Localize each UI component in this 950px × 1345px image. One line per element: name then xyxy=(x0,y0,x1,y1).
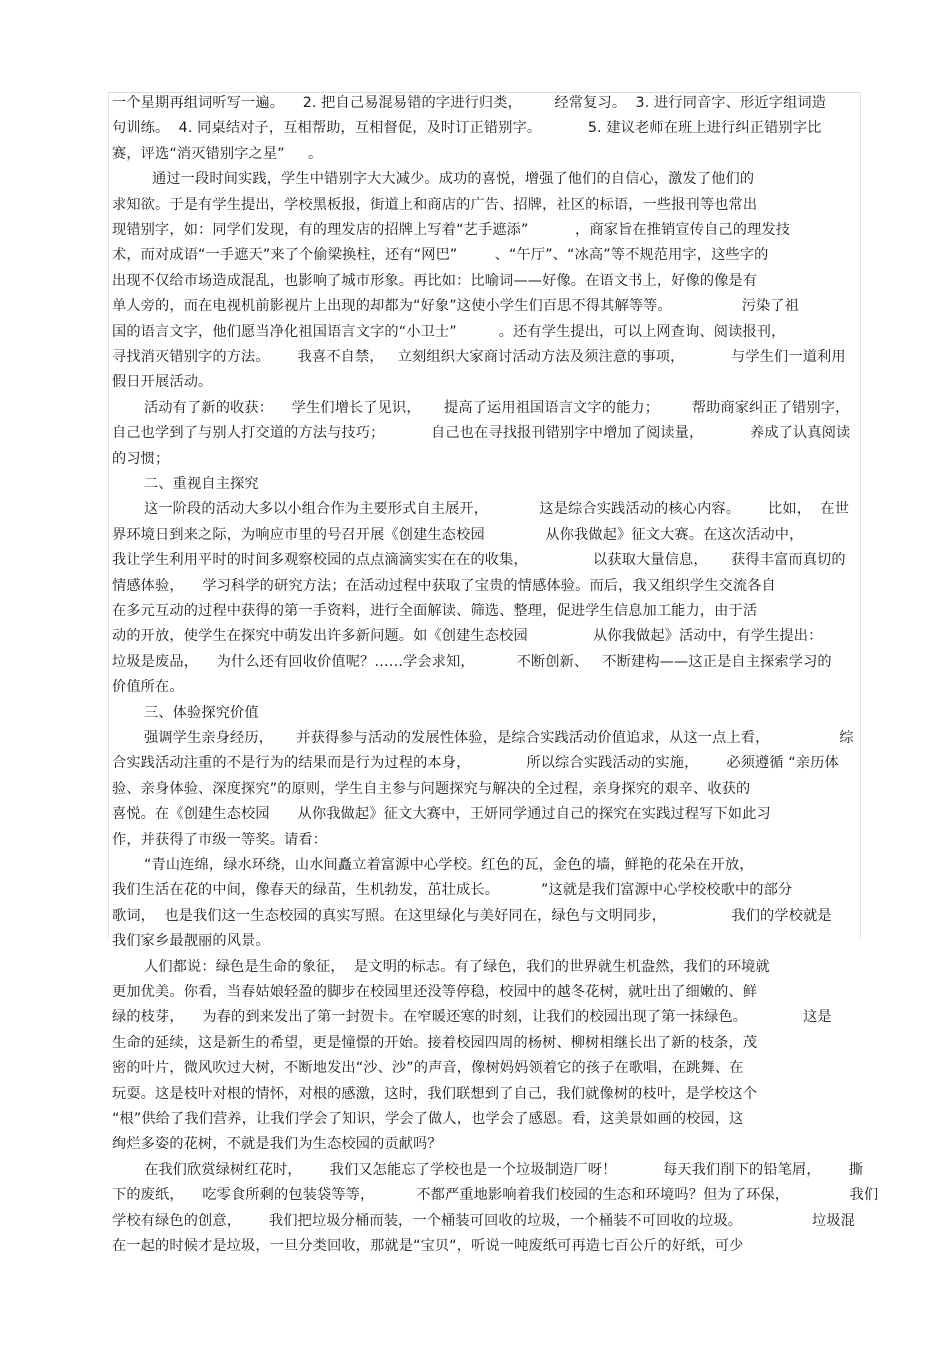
text-line: 的习惯； xyxy=(112,450,170,467)
text-line: 自己也学到了与别人打交道的方法与技巧； 自己也在寻找报刊错别字中增加了阅读量， 养成了认真阅读 xyxy=(112,425,851,442)
text-line: 喜悦。在《创建生态校园 从你我做起》征文大赛中，王妍同学通过自己的探究在实践过程写下如此习 xyxy=(112,806,771,823)
text-line: 我们家乡最靓丽的风景。 xyxy=(112,933,270,950)
text-line: 垃圾是废品， 为什么还有回收价值呢？……学会求知， 不断创新、 不断建构——这正是自主探索学习的 xyxy=(112,653,832,670)
text-line: 一个星期再组词听写一遍。 2. 把自己易混易错的字进行归类， 经常复习。 3. 进行同音字、形近字组词造 xyxy=(112,95,827,111)
text-line: 寻找消灭错别字的方法。 我喜不自禁， 立刻组织大家商讨活动方法及须注意的事项， 与学生们一道利用 xyxy=(112,349,846,365)
text-line: 学校有绿色的创意， 我们把垃圾分桶而装，一个桶装可回收的垃圾，一个桶装不可回收的垃圾。 垃圾混 xyxy=(112,1212,856,1229)
text-line: 术，而对成语“一手遮天”来了个偷梁换柱，还有“网巴” 、“午厅”、“冰高”等不规范用字，这些字的 xyxy=(112,247,769,264)
text-line: 出现不仅给市场造成混乱，也影响了城市形象。再比如：比喻词——好像。在语文书上，好像的像是有 xyxy=(112,272,758,289)
text-line: 现错别字，如：同学们发现，有的理发店的招牌上写着“艺手遮添” ，商家旨在推销宣传自己的理发技 xyxy=(112,222,791,238)
text-line: 人们都说：绿色是生命的象征， 是文明的标志。有了绿色，我们的世界就生机盎然，我们的环境就 xyxy=(144,958,770,975)
text-line: 歌词， 也是我们这一生态校园的真实写照。在这里绿化与美好同在，绿色与文明同步， 我们的学校就是 xyxy=(112,907,832,924)
text-line: 作，并获得了市级一等奖。请看： xyxy=(112,831,328,848)
left-border-line xyxy=(108,92,109,938)
text-line: 活动有了新的收获： 学生们增长了见识， 提高了运用祖国语言文字的能力； 帮助商家纠正了错别字， xyxy=(144,399,850,416)
text-line: 合实践活动注重的不是行为的结果而是行为过程的本身， 所以综合实践活动的实施， 必须遵循 “亲历体 xyxy=(112,755,839,772)
text-line: 情感体验， 学习科学的研究方法；在活动过程中获取了宝贵的情感体验。而后，我又组织学生交流各自 xyxy=(112,577,776,594)
text-line: 绿的枝芽， 为春的到来发出了第一封贺卡。在窄暖还寒的时刻，让我们的校园出现了第一抹绿色。 这是 xyxy=(112,1009,832,1026)
text-line: 单人旁的，而在电视机前影视片上出现的却都为“好象”这使小学生们百思不得其解等等。 污染了祖 xyxy=(112,298,800,315)
text-line: 赛，评选“消灭错别字之星” 。 xyxy=(112,145,323,162)
text-line: 二、重视自主探究 xyxy=(144,476,259,492)
text-line: 下的废纸， 吃零食所剩的包装袋等等， 不都严重地影响着我们校园的生态和环境吗？但为了环保， 我们 xyxy=(112,1187,879,1204)
text-line: 更加优美。你看，当春姑娘轻盈的脚步在校园里还没等停稳，校园中的越冬花树，就吐出了细嫩的、鲜 xyxy=(112,984,758,1000)
text-line: 玩耍。这是枝叶对根的情怀，对根的感激，这时，我们联想到了自己，我们就像树的枝叶，是学校这个 xyxy=(112,1085,758,1102)
text-line: 在多元互动的过程中获得的第一手资料，进行全面解读、筛选、整理，促进学生信息加工能力，由于活 xyxy=(112,603,758,619)
text-line: 假日开展活动。 xyxy=(112,374,213,391)
text-line: “根”供给了我们营养，让我们学会了知识，学会了做人，也学会了感恩。看，这美景如画的校园，这 xyxy=(112,1111,744,1127)
text-line: 我们生活在花的中间，像春天的绿苗，生机勃发，茁壮成长。 ”这就是我们富源中心学校校歌中的部分 xyxy=(112,882,793,899)
text-line: 绚烂多姿的花树，不就是我们为生态校园的贡献吗？ xyxy=(112,1136,442,1153)
text-line: 在我们欣赏绿树红花时， 我们又怎能忘了学校也是一个垃圾制造厂呀！ 每天我们削下的铅笔屑， 撕 xyxy=(144,1161,864,1178)
text-line: 密的叶片，微风吹过大树，不断地发出“沙、沙”的声音，像树妈妈领着它的孩子在歌唱，在跳舞、在 xyxy=(112,1060,744,1077)
text-line: 价值所在。 xyxy=(112,679,184,696)
text-line: 通过一段时间实践，学生中错别字大大减少。成功的喜悦，增强了他们的自信心，激发了他们的 xyxy=(152,171,755,188)
text-line: 我让学生利用平时的时间多观察校园的点点滴滴实实在在的收集， 以获取大量信息， 获得丰富而真切的 xyxy=(112,552,846,569)
text-line: 国的语言文字，他们愿当净化祖国语言文字的“小卫士” 。还有学生提出，可以上网查询、阅读报刊， xyxy=(112,323,786,340)
right-border-line xyxy=(860,92,861,938)
text-line: 三、体验探究价值 xyxy=(144,704,259,721)
text-line: 在一起的时候才是垃圾，一旦分类回收，那就是“宝贝“，听说一吨废纸可再造七百公斤的好纸，可少 xyxy=(112,1238,744,1254)
text-line: 强调学生亲身经历， 并获得参与活动的发展性体验，是综合实践活动价值追求，从这一点上看， 综 xyxy=(144,730,854,746)
text-line: 界环境日到来之际，为响应市里的号召开展《创建生态校园 从你我做起》征文大赛。在这次活动中， xyxy=(112,526,804,543)
text-line: 验、亲身体验、深度探究”的原则，学生自主参与问题探究与解决的全过程，亲身探究的艰辛、收获的 xyxy=(112,780,751,797)
text-line: 句训练。 4. 同桌结对子，互相帮助，互相督促，及时订正错别字。 5. 建议老师在班上进行纠正错别字比 xyxy=(112,120,822,137)
text-line: 这一阶段的活动大多以小组合作为主要形式自主展开， 这是综合实践活动的核心内容。 比如， 在世 xyxy=(144,501,850,518)
text-line: 生命的延续，这是新生的希望，更是憧憬的开始。接着校园四周的杨树、柳树相继长出了新的枝条，茂 xyxy=(112,1034,758,1051)
text-line: 求知欲。于是有学生提出，学校黑板报，街道上和商店的广告、招牌，社区的标语，一些报刊等也常出 xyxy=(112,196,758,213)
text-line: 动的开放，使学生在探究中萌发出许多新问题。如《创建生态校园 从你我做起》活动中，有学生提出： xyxy=(112,628,823,645)
text-line: “青山连绵，绿水环绕，山水间矗立着富源中心学校。红色的瓦，金色的墙，鲜艳的花朵在开放， xyxy=(144,857,754,873)
